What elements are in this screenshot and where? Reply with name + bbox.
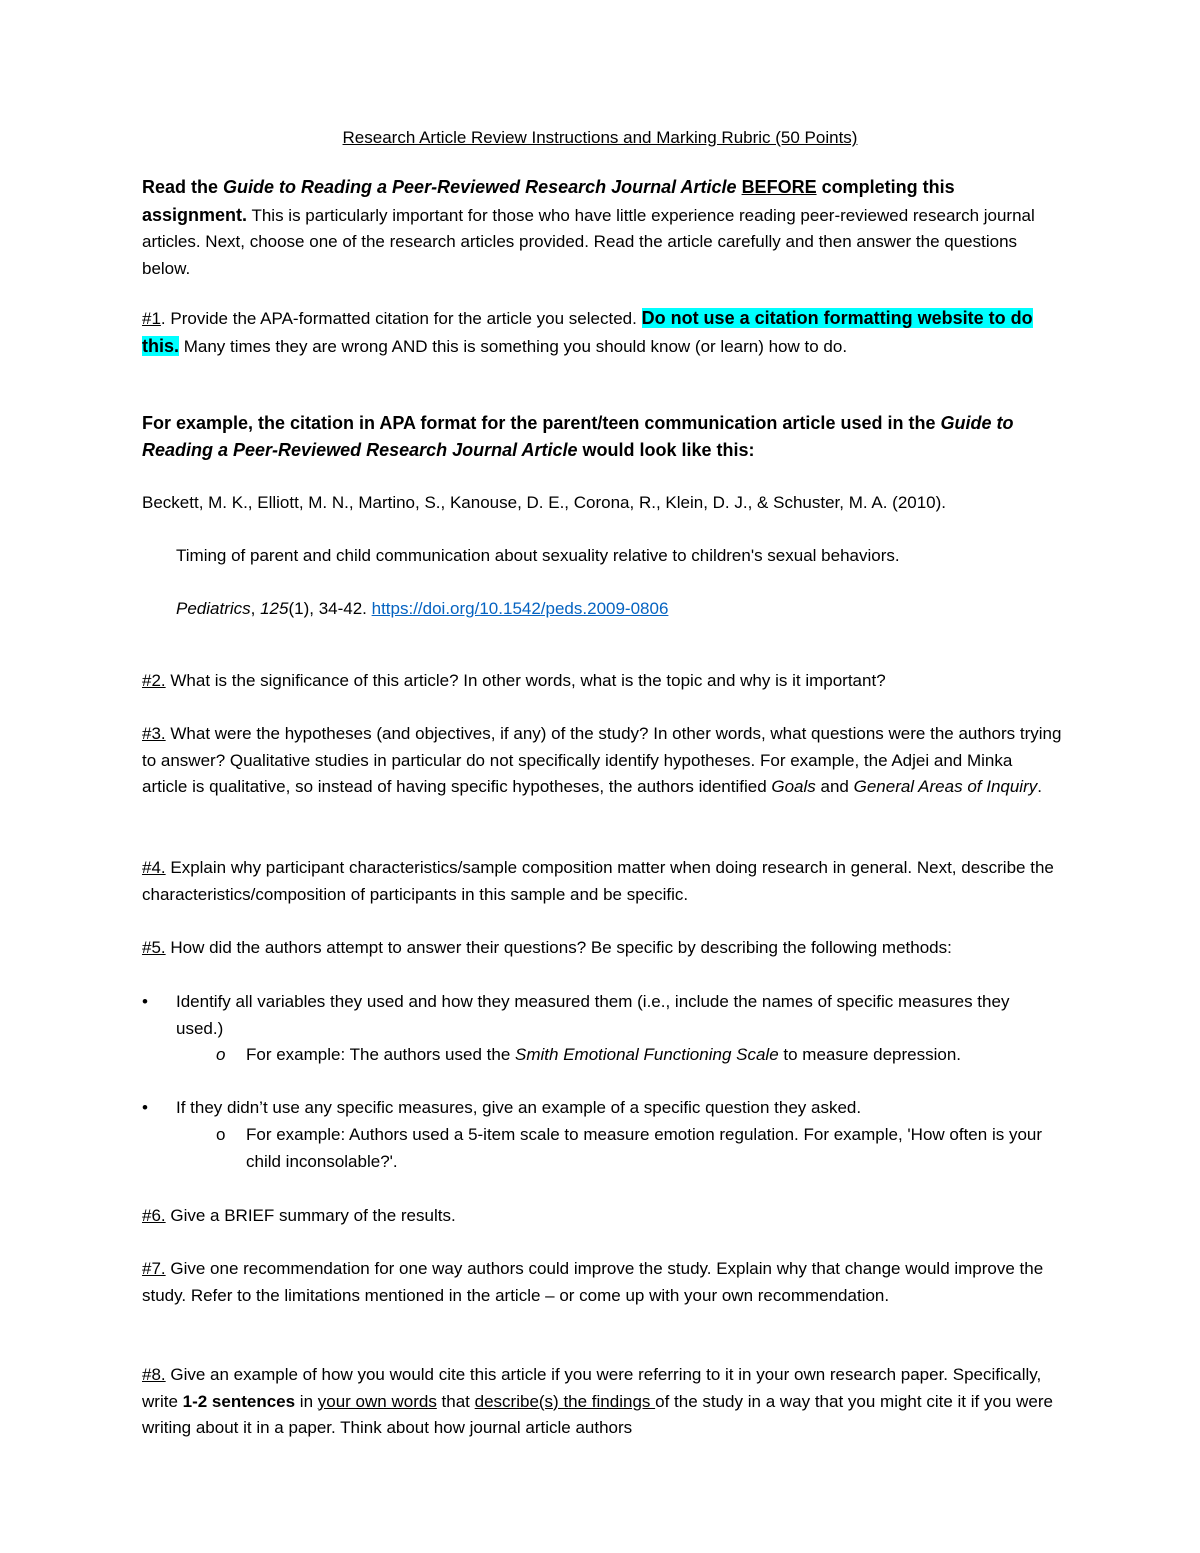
example-post: would look like this: <box>577 440 755 460</box>
sub-1-post: to measure depression. <box>778 1045 962 1064</box>
citation-volume: 125 <box>260 599 289 618</box>
document-title: Research Article Review Instructions and Marking Rubric (50 Points) <box>342 128 858 147</box>
intro-bold-pre: Read the <box>142 177 224 197</box>
question-3-end: . <box>1037 777 1042 797</box>
example-heading <box>142 410 1062 464</box>
intro-text: This is particularly important for those who have little experience reading peer-reviewed research journal articles. Next, choose one of the research articles provided. Read the article carefully and then answer the questions below. <box>142 205 1035 278</box>
question-2-number: #2. <box>142 671 166 690</box>
question-3-and: and <box>815 777 854 797</box>
highlight-warning: Do not use a citation formatting website to do this. <box>142 308 1033 356</box>
bullet-mark: • <box>142 1098 148 1117</box>
sub-bullet-mark: o <box>216 1045 226 1064</box>
question-6-number: #6. <box>142 1206 166 1225</box>
before-emphasis: BEFORE <box>741 177 817 197</box>
sub-bullet-2: For example: Authors used a 5-item scale to measure emotion regulation. For example, 'How often is your child inconsolable?'. <box>246 1125 1043 1171</box>
question-1 <box>142 305 1062 360</box>
question-2-text: What is the significance of this article? In other words, what is the topic and why is it important? <box>165 671 886 690</box>
question-1-text: . Provide the APA-formatted citation for the article you selected. <box>160 309 642 328</box>
question-5-text: How did the authors attempt to answer their questions? Be specific by describing the following methods: <box>165 938 952 957</box>
question-3-number: #3. <box>142 724 166 743</box>
citation-source <box>176 596 1096 623</box>
sub-bullet-1 <box>246 1042 1046 1069</box>
example-pre: For example, the citation in APA format for the parent/teen communication article used in the <box>142 413 941 433</box>
question-7 <box>142 1256 1062 1309</box>
question-6 <box>142 1203 1062 1230</box>
bullet-2-text: If they didn’t use any specific measures, give an example of a specific question they asked. <box>176 1098 862 1117</box>
intro-paragraph <box>142 174 1062 282</box>
question-6-text: Give a BRIEF summary of the results. <box>165 1206 456 1225</box>
question-7-number: #7. <box>142 1259 166 1278</box>
question-8-rest: of the study in a way that you might cite it if you were writing about it in a paper. Think about how journal article authors <box>142 1391 1053 1438</box>
question-1-text-2: Many times they are wrong AND this is something you should know (or learn) how to do. <box>179 336 848 356</box>
own-words: your own words <box>317 1391 437 1411</box>
bullet-1-text: Identify all variables they used and how they measured them (i.e., include the names of specific measures they used.) <box>176 992 1010 1038</box>
citation-issue-pages: (1), 34-42. <box>288 599 372 618</box>
question-8-in: in <box>295 1391 318 1411</box>
sentence-count: 1-2 sentences <box>182 1391 296 1411</box>
sub-bullet-mark: o <box>216 1125 226 1144</box>
describe-findings: describe(s) the findings <box>474 1391 656 1411</box>
question-4-text: Explain why participant characteristics/sample composition matter when doing research in general. Next, describe the characteristics/composition of participants in this sample and be specific. <box>142 858 1054 904</box>
question-8-that: that <box>436 1391 475 1411</box>
question-8 <box>142 1362 1062 1442</box>
question-2 <box>142 668 1062 695</box>
bullet-mark: • <box>142 992 148 1011</box>
citation-journal: Pediatrics <box>176 599 251 618</box>
doi-link[interactable]: https://doi.org/10.1542/peds.2009-0806 <box>371 599 669 618</box>
question-4 <box>142 855 1062 908</box>
question-8-text: Give an example of how you would cite this article if you were referring to it in your own research paper. Specifically, write <box>142 1365 1042 1411</box>
question-8-number: #8. <box>142 1365 166 1384</box>
question-1-number: #1 <box>142 309 161 328</box>
guide-title: Guide to Reading a Peer-Reviewed Research Journal Article <box>223 177 737 197</box>
intro-bold-post: completing this assignment. <box>142 177 955 225</box>
question-7-text: Give one recommendation for one way authors could improve the study. Explain why that change would improve the study. Refer to the limitations mentioned in the article – or come up with your own recommendation. <box>142 1259 1044 1305</box>
citation-article-title: Timing of parent and child communication about sexuality relative to children's sexual behaviors. <box>176 546 900 565</box>
question-5-number: #5. <box>142 938 166 957</box>
scale-name: Smith Emotional Functioning Scale <box>515 1045 779 1064</box>
citation-sep: , <box>250 599 261 618</box>
sub-1-pre: For example: The authors used the <box>246 1045 516 1064</box>
goals-term: Goals <box>771 777 816 797</box>
question-3-text: What were the hypotheses (and objectives, if any) of the study? In other words, what questions were the authors trying to answer? Qualitative studies in particular do not specifically identify hypotheses. For example, the Adjei and Minka article is qualitative, so instead of having specific hypotheses, the authors identified <box>142 724 1062 797</box>
question-4-number: #4. <box>142 858 166 877</box>
question-3 <box>142 721 1062 801</box>
question-5 <box>142 935 1062 962</box>
example-guide-title: Guide to Reading a Peer-Reviewed Research Journal Article <box>142 413 1014 460</box>
areas-term: General Areas of Inquiry <box>853 777 1038 797</box>
citation-authors: Beckett, M. K., Elliott, M. N., Martino, S., Kanouse, D. E., Corona, R., Klein, D. J., & Schuster, M. A. (2010). <box>142 493 947 512</box>
